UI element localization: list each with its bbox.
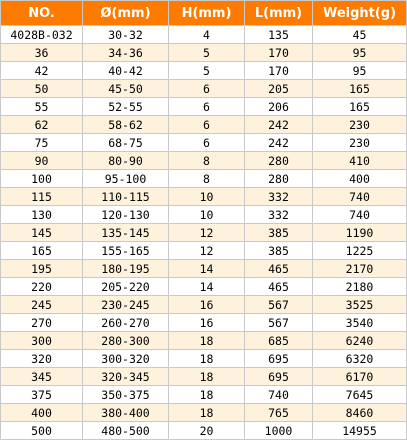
table-row	[1, 116, 407, 134]
cell-length: 765	[245, 404, 313, 422]
table-row	[1, 224, 407, 242]
table-row	[1, 170, 407, 188]
table-row	[1, 332, 407, 350]
cell-length: 205	[245, 80, 313, 98]
table-row	[1, 26, 407, 44]
table-row	[1, 80, 407, 98]
table-body	[1, 26, 407, 440]
table-row	[1, 188, 407, 206]
header-row	[1, 1, 407, 26]
table-row	[1, 98, 407, 116]
header-height: H(mm)	[169, 1, 245, 26]
cell-length: 465	[245, 260, 313, 278]
cell-no: 115	[1, 188, 83, 206]
cell-height: 5	[169, 44, 245, 62]
cell-weight: 2180	[313, 278, 407, 296]
cell-no: 345	[1, 368, 83, 386]
table-row	[1, 278, 407, 296]
table-row	[1, 44, 407, 62]
cell-length: 242	[245, 134, 313, 152]
cell-weight: 14955	[313, 422, 407, 440]
cell-diameter: 480-500	[83, 422, 169, 440]
cell-diameter: 280-300	[83, 332, 169, 350]
cell-length: 170	[245, 62, 313, 80]
cell-no: 42	[1, 62, 83, 80]
cell-weight: 95	[313, 62, 407, 80]
cell-height: 6	[169, 134, 245, 152]
cell-weight: 6320	[313, 350, 407, 368]
cell-length: 206	[245, 98, 313, 116]
table-row	[1, 314, 407, 332]
cell-weight: 95	[313, 44, 407, 62]
cell-height: 6	[169, 98, 245, 116]
cell-no: 500	[1, 422, 83, 440]
cell-length: 695	[245, 368, 313, 386]
cell-height: 18	[169, 404, 245, 422]
cell-diameter: 58-62	[83, 116, 169, 134]
cell-diameter: 380-400	[83, 404, 169, 422]
cell-no: 36	[1, 44, 83, 62]
cell-diameter: 68-75	[83, 134, 169, 152]
cell-diameter: 320-345	[83, 368, 169, 386]
cell-length: 170	[245, 44, 313, 62]
cell-no: 245	[1, 296, 83, 314]
cell-weight: 6240	[313, 332, 407, 350]
cell-diameter: 135-145	[83, 224, 169, 242]
cell-length: 280	[245, 170, 313, 188]
cell-length: 740	[245, 386, 313, 404]
cell-height: 4	[169, 26, 245, 44]
table-row	[1, 206, 407, 224]
cell-length: 1000	[245, 422, 313, 440]
cell-weight: 3525	[313, 296, 407, 314]
cell-weight: 230	[313, 134, 407, 152]
table-row	[1, 242, 407, 260]
cell-height: 6	[169, 116, 245, 134]
cell-height: 18	[169, 368, 245, 386]
table-row	[1, 368, 407, 386]
cell-no: 300	[1, 332, 83, 350]
header-length: L(mm)	[245, 1, 313, 26]
cell-length: 280	[245, 152, 313, 170]
cell-weight: 740	[313, 188, 407, 206]
cell-weight: 2170	[313, 260, 407, 278]
table-row	[1, 62, 407, 80]
cell-height: 16	[169, 296, 245, 314]
cell-weight: 8460	[313, 404, 407, 422]
cell-diameter: 155-165	[83, 242, 169, 260]
cell-weight: 7645	[313, 386, 407, 404]
cell-length: 242	[245, 116, 313, 134]
table-row	[1, 152, 407, 170]
cell-height: 14	[169, 260, 245, 278]
cell-length: 695	[245, 350, 313, 368]
cell-height: 18	[169, 332, 245, 350]
cell-height: 5	[169, 62, 245, 80]
cell-no: 220	[1, 278, 83, 296]
table-row	[1, 296, 407, 314]
cell-no: 400	[1, 404, 83, 422]
cell-diameter: 40-42	[83, 62, 169, 80]
cell-length: 385	[245, 224, 313, 242]
cell-weight: 1190	[313, 224, 407, 242]
table-row	[1, 386, 407, 404]
cell-weight: 165	[313, 98, 407, 116]
cell-height: 8	[169, 170, 245, 188]
cell-weight: 230	[313, 116, 407, 134]
cell-length: 567	[245, 296, 313, 314]
cell-diameter: 120-130	[83, 206, 169, 224]
cell-no: 55	[1, 98, 83, 116]
cell-diameter: 300-320	[83, 350, 169, 368]
cell-length: 332	[245, 188, 313, 206]
cell-no: 270	[1, 314, 83, 332]
cell-weight: 165	[313, 80, 407, 98]
cell-height: 12	[169, 224, 245, 242]
cell-length: 332	[245, 206, 313, 224]
cell-weight: 3540	[313, 314, 407, 332]
cell-diameter: 80-90	[83, 152, 169, 170]
cell-length: 385	[245, 242, 313, 260]
cell-length: 135	[245, 26, 313, 44]
cell-no: 62	[1, 116, 83, 134]
cell-diameter: 30-32	[83, 26, 169, 44]
cell-no: 165	[1, 242, 83, 260]
cell-height: 14	[169, 278, 245, 296]
cell-diameter: 110-115	[83, 188, 169, 206]
cell-no: 90	[1, 152, 83, 170]
cell-diameter: 34-36	[83, 44, 169, 62]
header-no: NO.	[1, 1, 83, 26]
cell-no: 50	[1, 80, 83, 98]
cell-no: 100	[1, 170, 83, 188]
cell-length: 685	[245, 332, 313, 350]
cell-weight: 45	[313, 26, 407, 44]
cell-diameter: 350-375	[83, 386, 169, 404]
cell-weight: 740	[313, 206, 407, 224]
cell-height: 10	[169, 206, 245, 224]
cell-diameter: 260-270	[83, 314, 169, 332]
cell-diameter: 45-50	[83, 80, 169, 98]
cell-height: 6	[169, 80, 245, 98]
cell-diameter: 205-220	[83, 278, 169, 296]
cell-diameter: 95-100	[83, 170, 169, 188]
cell-no: 4028B-032	[1, 26, 83, 44]
cell-height: 12	[169, 242, 245, 260]
cell-height: 18	[169, 386, 245, 404]
cell-height: 18	[169, 350, 245, 368]
cell-height: 20	[169, 422, 245, 440]
cell-height: 8	[169, 152, 245, 170]
cell-weight: 400	[313, 170, 407, 188]
table-row	[1, 404, 407, 422]
table-row	[1, 422, 407, 440]
cell-height: 16	[169, 314, 245, 332]
cell-height: 10	[169, 188, 245, 206]
cell-no: 375	[1, 386, 83, 404]
header-weight: Weight(g)	[313, 1, 407, 26]
cell-no: 320	[1, 350, 83, 368]
cell-weight: 410	[313, 152, 407, 170]
cell-weight: 1225	[313, 242, 407, 260]
cell-diameter: 230-245	[83, 296, 169, 314]
cell-no: 130	[1, 206, 83, 224]
table-row	[1, 134, 407, 152]
cell-weight: 6170	[313, 368, 407, 386]
cell-no: 145	[1, 224, 83, 242]
cell-diameter: 180-195	[83, 260, 169, 278]
table-row	[1, 350, 407, 368]
cell-no: 195	[1, 260, 83, 278]
cell-length: 465	[245, 278, 313, 296]
cell-length: 567	[245, 314, 313, 332]
header-diameter: Ø(mm)	[83, 1, 169, 26]
cell-diameter: 52-55	[83, 98, 169, 116]
table-row	[1, 260, 407, 278]
cell-no: 75	[1, 134, 83, 152]
